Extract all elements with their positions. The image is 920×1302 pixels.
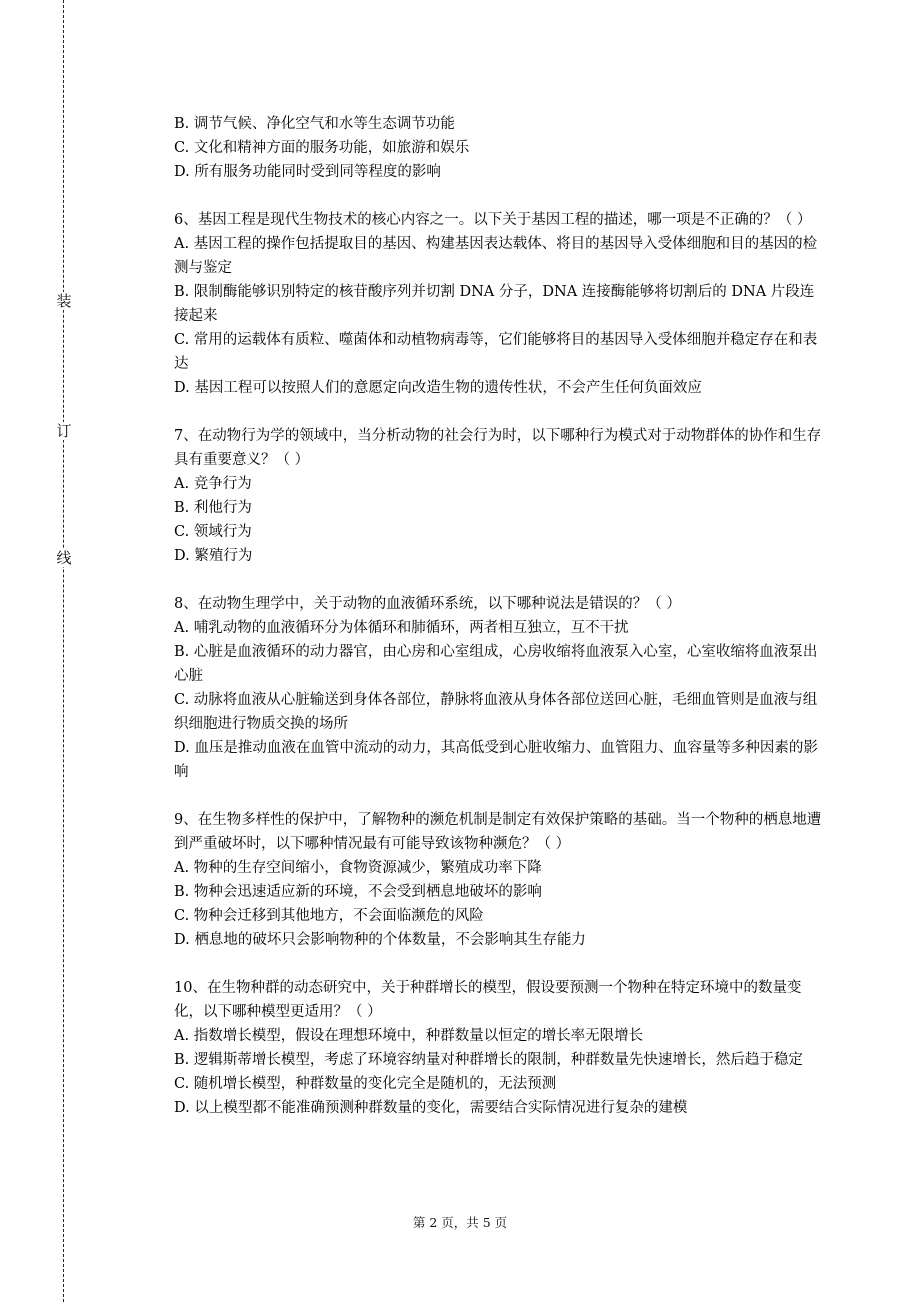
question-stem: 6、基因工程是现代生物技术的核心内容之一。以下关于基因工程的描述，哪一项是不正确的？（ ） (174, 212, 812, 228)
option-c: C. 领域行为 (174, 524, 252, 540)
option-c: C. 文化和精神方面的服务功能，如旅游和娱乐 (174, 140, 470, 156)
question-10 (174, 976, 822, 1120)
binding-char-ding: 订 (56, 422, 72, 440)
binding-dashed-line (63, 0, 64, 1302)
option-a: A. 指数增长模型，假设在理想环境中，种群数量以恒定的增长率无限增长 (174, 1028, 644, 1044)
question-stem: 10、在生物种群的动态研究中，关于种群增长的模型，假设要预测一个物种在特定环境中的数量变化，以下哪种模型更适用？（ ） (174, 980, 802, 1020)
option-d: D. 繁殖行为 (174, 548, 253, 564)
binding-char-zhuang: 装 (56, 292, 72, 310)
option-d: D. 所有服务功能同时受到同等程度的影响 (174, 164, 441, 180)
exam-content (174, 112, 822, 1120)
question-5-carryover (174, 112, 822, 184)
option-a: A. 竞争行为 (174, 476, 252, 492)
question-stem: 7、在动物行为学的领域中，当分析动物的社会行为时，以下哪种行为模式对于动物群体的协作和生存具有重要意义？（ ） (174, 428, 822, 468)
option-d: D. 血压是推动血液在血管中流动的动力，其高低受到心脏收缩力、血管阻力、血容量等多种因素的影响 (174, 740, 818, 780)
option-d: D. 以上模型都不能准确预测种群数量的变化，需要结合实际情况进行复杂的建模 (174, 1100, 688, 1116)
option-c: C. 随机增长模型，种群数量的变化完全是随机的，无法预测 (174, 1076, 557, 1092)
question-stem: 8、在动物生理学中，关于动物的血液循环系统，以下哪种说法是错误的？（ ） (174, 596, 681, 612)
option-b: B. 限制酶能够识别特定的核苷酸序列并切割 DNA 分子，DNA 连接酶能够将切割后的 DNA 片段连接起来 (174, 284, 815, 324)
option-b: B. 物种会迅速适应新的环境，不会受到栖息地破坏的影响 (174, 884, 542, 900)
question-9 (174, 808, 822, 952)
binding-char-xian: 线 (56, 549, 72, 567)
option-b: B. 逻辑斯蒂增长模型，考虑了环境容纳量对种群增长的限制，种群数量先快速增长，然后趋于稳定 (174, 1052, 803, 1068)
question-6 (174, 208, 822, 400)
option-a: A. 基因工程的操作包括提取目的基因、构建基因表达载体、将目的基因导入受体细胞和目的基因的检测与鉴定 (174, 236, 818, 276)
option-c: C. 动脉将血液从心脏输送到身体各部位，静脉将血液从身体各部位送回心脏，毛细血管则是血液与组织细胞进行物质交换的场所 (174, 692, 818, 732)
question-8 (174, 592, 822, 784)
option-a: A. 物种的生存空间缩小，食物资源减少，繁殖成功率下降 (174, 860, 542, 876)
option-a: A. 哺乳动物的血液循环分为体循环和肺循环，两者相互独立，互不干扰 (174, 620, 629, 636)
option-b: B. 心脏是血液循环的动力器官，由心房和心室组成，心房收缩将血液泵入心室，心室收缩将血液泵出心脏 (174, 644, 818, 684)
option-d: D. 基因工程可以按照人们的意愿定向改造生物的遗传性状，不会产生任何负面效应 (174, 380, 702, 396)
option-b: B. 利他行为 (174, 500, 252, 516)
option-c: C. 物种会迁移到其他地方，不会面临濒危的风险 (174, 908, 484, 924)
question-7 (174, 424, 822, 568)
page-footer: 第 2 页，共 5 页 (412, 1215, 508, 1230)
option-d: D. 栖息地的破坏只会影响物种的个体数量，不会影响其生存能力 (174, 932, 586, 948)
option-c: C. 常用的运载体有质粒、噬菌体和动植物病毒等，它们能够将目的基因导入受体细胞并稳定存在和表达 (174, 332, 818, 372)
question-stem: 9、在生物多样性的保护中，了解物种的濒危机制是制定有效保护策略的基础。当一个物种的栖息地遭到严重破坏时，以下哪种情况最有可能导致该物种濒危？（ ） (174, 812, 822, 852)
option-b: B. 调节气候、净化空气和水等生态调节功能 (174, 116, 455, 132)
